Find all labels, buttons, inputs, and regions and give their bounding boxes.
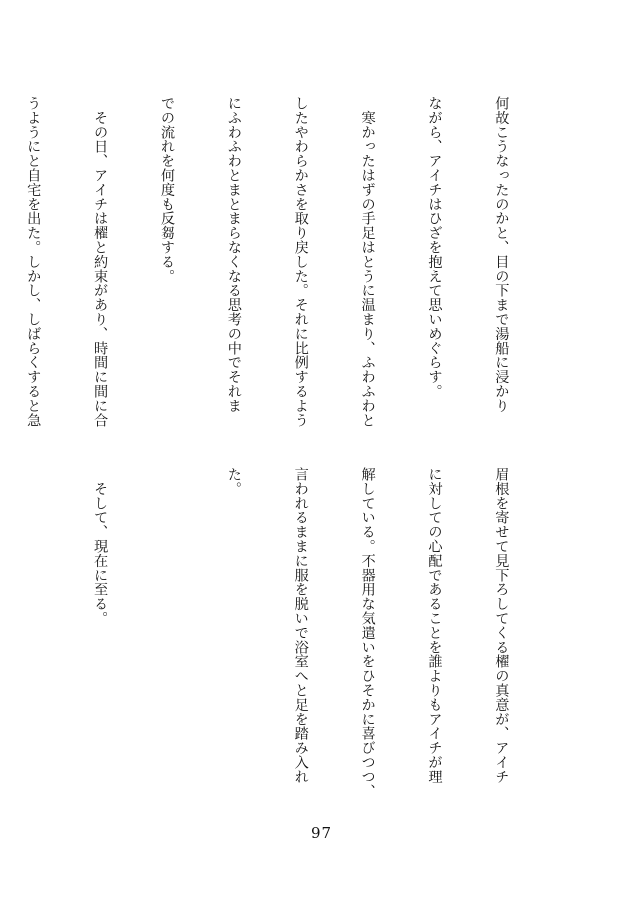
text-line: た。 [225,467,242,496]
text-line: 寒かったはずの手足はとうに温まり、ふわふわと [359,96,376,428]
text-line: 解している。不器用な気遣いをひそかに喜びつつ、 [359,467,376,799]
page-number: 97 [310,824,333,842]
text-line: うようにと自宅を出た。しかし、しばらくすると急 [25,96,42,428]
text-line: したやわらかさを取り戻した。それに比例するよう [292,96,309,428]
text-line: 眉根を寄せて見下ろしてくる櫂の真意が、アイチ [493,467,510,784]
text-line: 何故こうなったのかと、目の下まで湯船に浸かり [493,96,510,413]
upper-text-column-block [25,96,557,444]
text-line: ながら、アイチはひざを抱えて思いめぐらす。 [426,96,443,399]
text-line: そして、現在に至る。 [92,467,109,626]
text-line: に対しての心配であることを誰よりもアイチが理 [426,467,443,784]
text-line: 言われるままに服を脱いで浴室へと足を踏み入れ [292,467,309,784]
lower-text-column-block [87,467,557,817]
text-line: にふわふわとまとまらなくなる思考の中でそれま [225,96,242,413]
text-line: での流れを何度も反芻する。 [158,96,175,284]
blank-line [22,467,44,817]
blank-line [156,467,178,817]
text-line: その日、アイチは櫂と約束があり、時間に間に合 [92,96,109,428]
